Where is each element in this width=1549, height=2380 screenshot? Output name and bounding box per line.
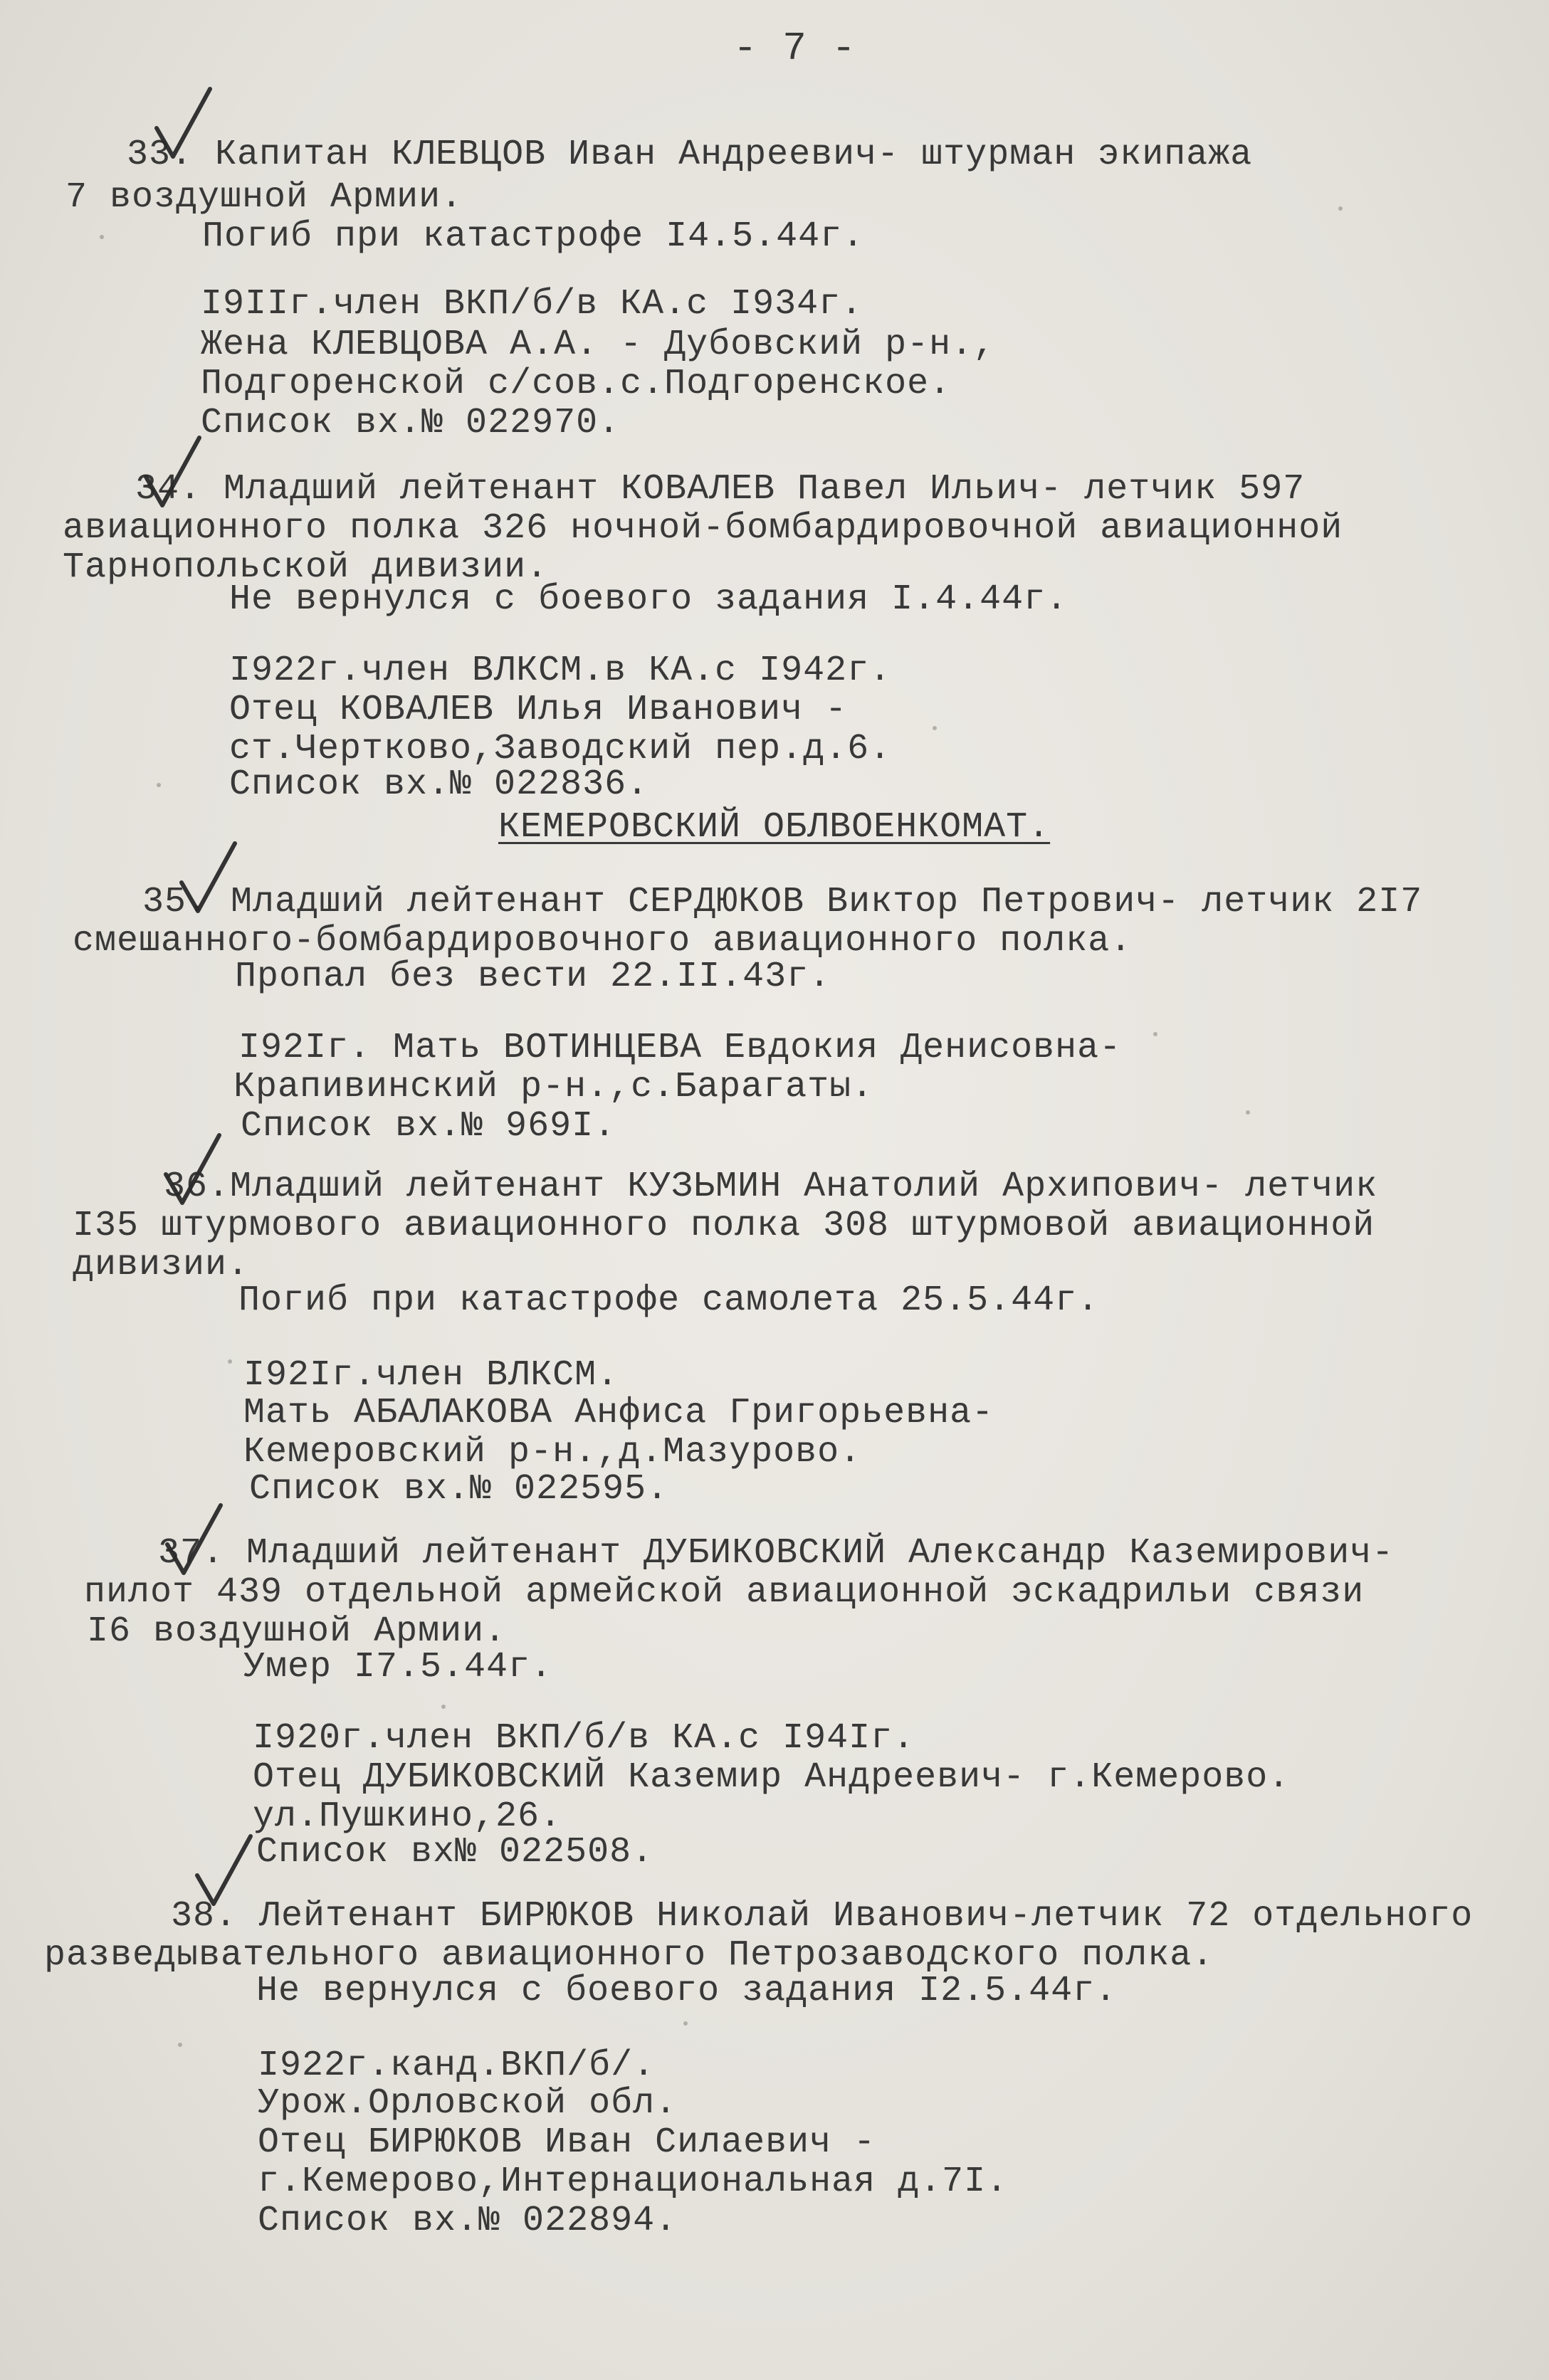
entry-33-line-3: Погиб при катастрофе I4.5.44г.	[202, 216, 865, 257]
entry-38-line-4: I922г.канд.ВКП/б/.	[258, 2045, 656, 2086]
entry-33-line-5: Жена КЛЕВЦОВА А.А. - Дубовский р-н.,	[201, 325, 996, 365]
entry-37-line-3: I6 воздушной Армии.	[87, 1611, 507, 1652]
entry-34-line-8: Список вх.№ 022836.	[229, 764, 649, 805]
entry-33-line-4: I9IIг.член ВКП/б/в КА.с I934г.	[201, 284, 863, 325]
entry-36-line-8: Список вх.№ 022595.	[249, 1469, 669, 1510]
entry-33-line-7: Список вх.№ 022970.	[201, 403, 621, 443]
entry-38-line-2: разведывательного авиационного Петрозаводского полка.	[44, 1935, 1214, 1976]
entry-35-line-4: I92Iг. Мать ВОТИНЦЕВА Евдокия Денисовна-	[238, 1028, 1122, 1068]
entry-38-line-8: Список вх.№ 022894.	[258, 2201, 678, 2241]
entry-34-line-5: I922г.член ВЛКСМ.в КА.с I942г.	[229, 651, 892, 691]
entry-34-line-6: Отец КОВАЛЕВ Илья Иванович -	[229, 690, 848, 730]
entry-34-line-3: Тарнопольской дивизии.	[63, 547, 549, 588]
entry-36-line-5: I92Iг.член ВЛКСМ.	[243, 1355, 619, 1396]
entry-37-line-1: 37. Младший лейтенант ДУБИКОВСКИЙ Александр Каземирович-	[158, 1533, 1395, 1574]
entry-37-line-5: I920г.член ВКП/б/в КА.с I94Iг.	[253, 1718, 915, 1759]
entry-33-line-6: Подгоренской с/сов.с.Подгоренское.	[201, 364, 952, 404]
entry-35-line-3: Пропал без вести 22.II.43г.	[235, 957, 831, 997]
paper-speck	[100, 235, 104, 239]
entry-34-line-2: авиационного полка 326 ночной-бомбардировочной авиационной	[63, 508, 1343, 549]
entry-36-line-4: Погиб при катастрофе самолета 25.5.44г.	[238, 1280, 1100, 1321]
entry-33-line-2: 7 воздушной Армии.	[65, 177, 463, 218]
entry-34-line-7: ст.Чертково,Заводский пер.д.6.	[229, 729, 892, 769]
paper-speck	[1153, 1032, 1157, 1036]
entry-33-line-1: 33. Капитан КЛЕВЦОВ Иван Андреевич- штурман экипажа	[127, 135, 1253, 175]
paper-speck	[441, 1705, 446, 1709]
paper-speck	[683, 2021, 688, 2026]
entry-35-line-2: смешанного-бомбардировочного авиационного полка.	[73, 921, 1133, 962]
paper-speck	[228, 1359, 232, 1364]
entry-37-line-7: ул.Пушкино,26.	[253, 1796, 562, 1837]
paper-speck	[933, 726, 937, 730]
paper-speck	[178, 2043, 182, 2047]
page-number: - 7 -	[733, 26, 857, 71]
entry-35-line-5: Крапивинский р-н.,с.Барагаты.	[233, 1067, 874, 1107]
section-heading: КЕМЕРОВСКИЙ ОБЛВОЕНКОМАТ.	[498, 807, 1051, 848]
entry-36-line-6: Мать АБАЛАКОВА Анфиса Григорьевна-	[243, 1393, 994, 1433]
entry-36-line-3: дивизии.	[73, 1245, 250, 1285]
entry-34-line-1: 34. Младший лейтенант КОВАЛЕВ Павел Ильич- летчик 597	[135, 469, 1306, 510]
entry-38-line-7: г.Кемерово,Интернациональная д.7I.	[258, 2162, 1009, 2202]
entry-37-line-6: Отец ДУБИКОВСКИЙ Каземир Андреевич- г.Кемерово.	[253, 1757, 1291, 1798]
paper-speck	[1246, 1110, 1250, 1115]
entry-36-line-1: 36.Младший лейтенант КУЗЬМИН Анатолий Архипович- летчик	[164, 1167, 1378, 1207]
paper-speck	[1338, 206, 1343, 211]
entry-38-line-3: Не вернулся с боевого задания I2.5.44г.	[256, 1971, 1118, 2011]
entry-38-line-1: 38. Лейтенант БИРЮКОВ Николай Иванович-летчик 72 отдельного	[171, 1896, 1474, 1937]
entry-36-line-2: I35 штурмового авиационного полка 308 штурмовой авиационной	[73, 1206, 1375, 1246]
entry-37-line-2: пилот 439 отдельной армейской авиационной эскадрильи связи	[84, 1572, 1365, 1613]
entry-35-line-6: Список вх.№ 969I.	[241, 1106, 616, 1147]
entry-36-line-7: Кемеровский р-н.,д.Мазурово.	[243, 1432, 862, 1473]
entry-34-line-4: Не вернулся с боевого задания I.4.44г.	[229, 579, 1068, 620]
entry-37-line-8: Список вх№ 022508.	[256, 1832, 654, 1873]
entry-38-line-5: Урож.Орловской обл.	[258, 2083, 678, 2124]
entry-37-line-4: Умер I7.5.44г.	[243, 1647, 553, 1687]
entry-38-line-6: Отец БИРЮКОВ Иван Силаевич -	[258, 2122, 876, 2163]
paper-speck	[157, 783, 161, 787]
entry-35-line-1: 35. Младший лейтенант СЕРДЮКОВ Виктор Петрович- летчик 2I7	[142, 882, 1423, 922]
